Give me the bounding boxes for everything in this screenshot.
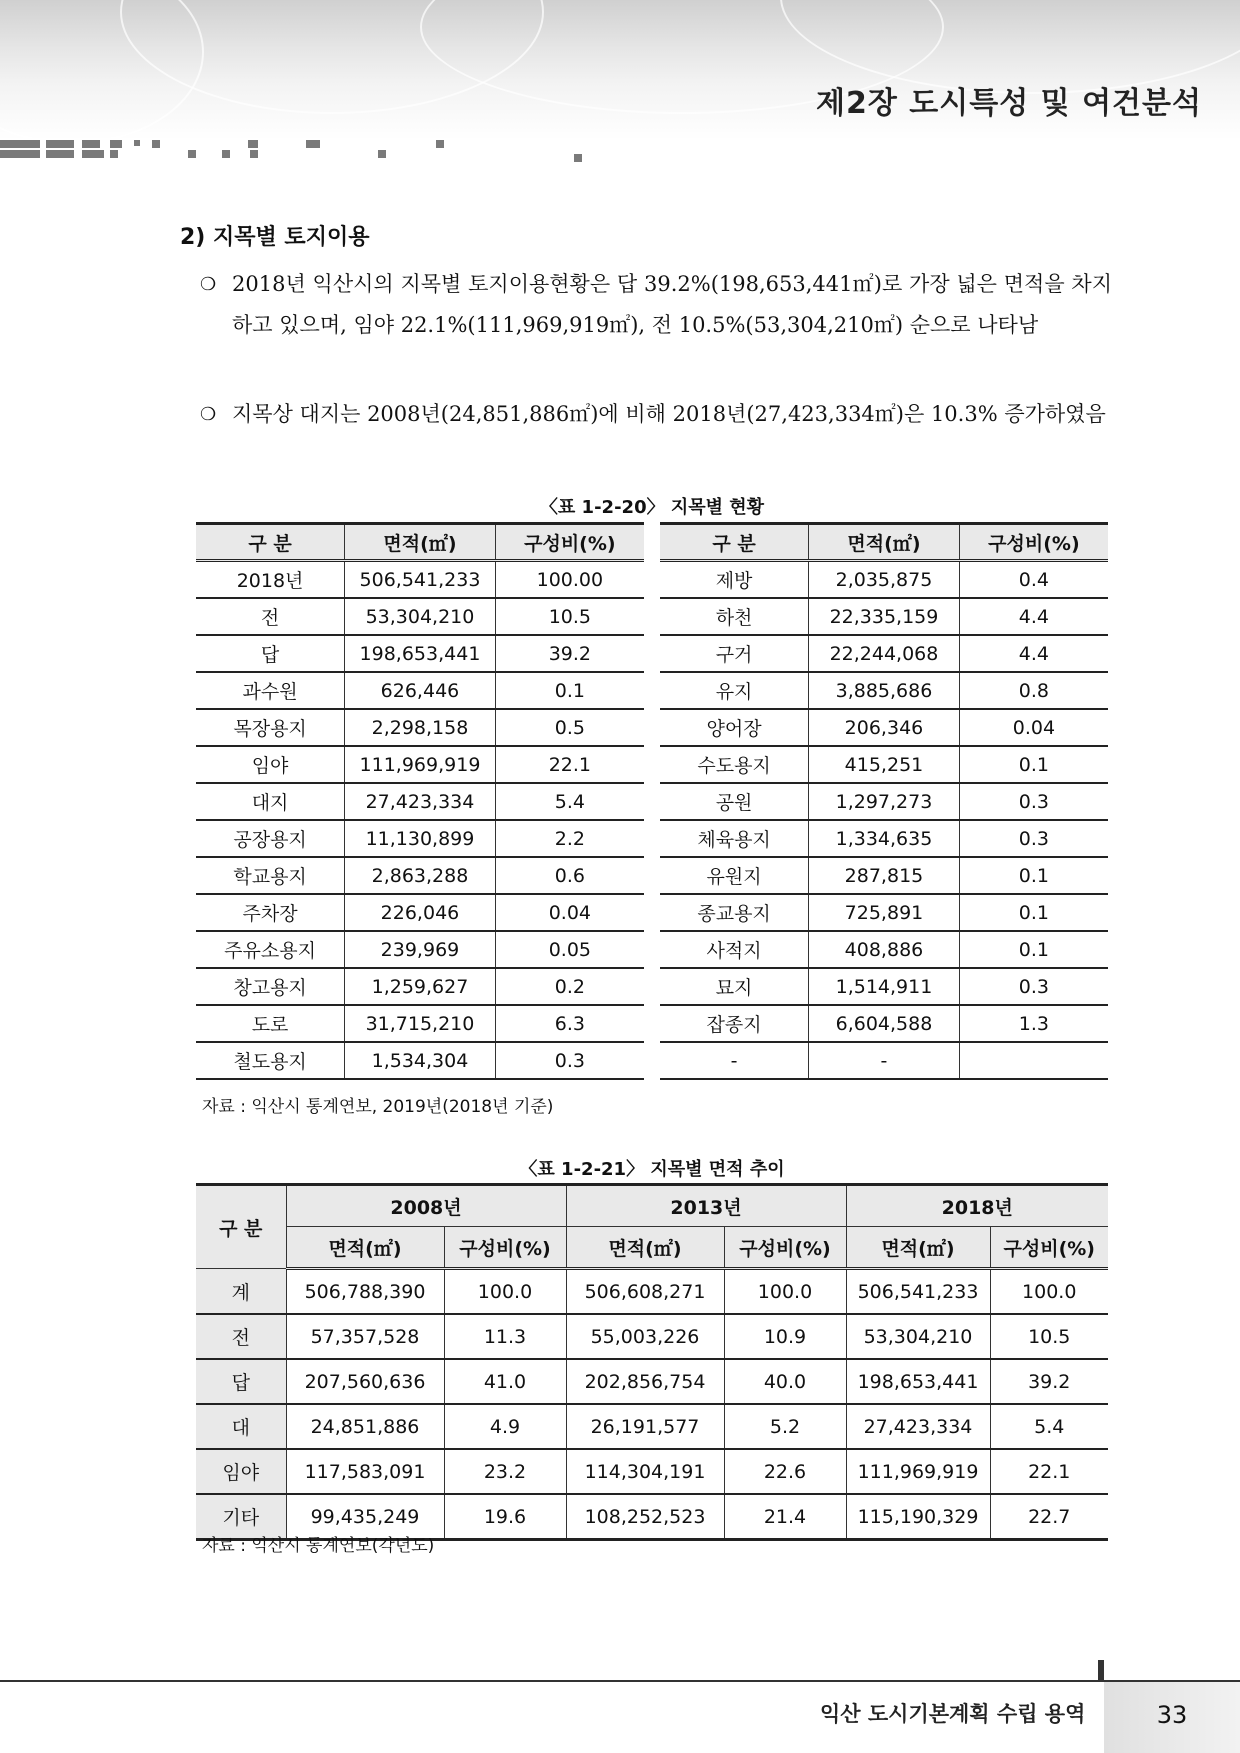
table1-cell: 0.1 xyxy=(959,746,1108,783)
table1-cell: 0.1 xyxy=(959,857,1108,894)
table2-subheader-cell: 구성비(%) xyxy=(724,1227,846,1269)
table1-cell: 0.1 xyxy=(959,931,1108,968)
table1-cell: 27,423,334 xyxy=(345,783,496,820)
table1-cell: 사적지 xyxy=(660,931,809,968)
table2-corner-cell: 구 분 xyxy=(196,1185,286,1269)
table1-cell: 0.3 xyxy=(959,820,1108,857)
table2-cell: 202,856,754 xyxy=(566,1359,724,1404)
table1-cell: 묘지 xyxy=(660,968,809,1005)
table2-cell: 22.6 xyxy=(724,1449,846,1494)
bullet-paragraph-1 xyxy=(200,264,1112,346)
table2-subheader-cell: 면적(㎡) xyxy=(286,1227,444,1269)
table1-cell: 0.4 xyxy=(959,561,1108,599)
table1-cell: 유지 xyxy=(660,672,809,709)
table1-cell: 전 xyxy=(196,598,345,635)
table2-cell: 115,190,329 xyxy=(846,1494,990,1540)
bullet-paragraph-2 xyxy=(200,394,1112,435)
table1-cell: 22,244,068 xyxy=(809,635,960,672)
footer-divider xyxy=(0,1680,1240,1682)
table1-caption: 〈표 1-2-20〉 지목별 현황 xyxy=(539,497,765,518)
table2-cell: 41.0 xyxy=(444,1359,566,1404)
table1-header-cell: 구 분 xyxy=(660,524,809,561)
table-row xyxy=(196,1449,1108,1494)
table1-cell: 답 xyxy=(196,635,345,672)
table1-cell: 0.1 xyxy=(495,672,644,709)
table1-cell: 수도용지 xyxy=(660,746,809,783)
table2-source: 자료 : 익산시 통계연보(각년도) xyxy=(202,1536,435,1556)
table1-cell: 100.00 xyxy=(495,561,644,599)
table1-cell: 626,446 xyxy=(345,672,496,709)
table2-cell: 24,851,886 xyxy=(286,1404,444,1449)
section-title: 2) 지목별 토지이용 xyxy=(180,225,370,250)
table1-cell: 2,863,288 xyxy=(345,857,496,894)
table2-cell: 19.6 xyxy=(444,1494,566,1540)
table2-area-trend xyxy=(196,1183,1108,1541)
footer-divider-tick xyxy=(1098,1660,1104,1682)
bullet-text-2: 지목상 대지는 2008년(24,851,886㎡)에 비해 2018년(27,423,334㎡)은 10.3% 증가하였음 xyxy=(232,402,1106,426)
table-row xyxy=(196,598,1108,635)
table1-cell: 198,653,441 xyxy=(345,635,496,672)
table1-cell: 4.4 xyxy=(959,598,1108,635)
table2-cell: 108,252,523 xyxy=(566,1494,724,1540)
table-row xyxy=(196,1042,1108,1079)
table1-header-cell: 구성비(%) xyxy=(959,524,1108,561)
table1-cell: 6.3 xyxy=(495,1005,644,1042)
table-row xyxy=(196,1359,1108,1404)
table1-header-cell: 구 분 xyxy=(196,524,345,561)
table1-cell: 239,969 xyxy=(345,931,496,968)
table1-cell: 대지 xyxy=(196,783,345,820)
table1-cell: 1.3 xyxy=(959,1005,1108,1042)
table-row xyxy=(196,561,1108,599)
table1-header-row xyxy=(196,524,1108,561)
table1-cell: 0.2 xyxy=(495,968,644,1005)
table1-cell: 주유소용지 xyxy=(196,931,345,968)
table1-cell: 도로 xyxy=(196,1005,345,1042)
table1-cell: 0.05 xyxy=(495,931,644,968)
table1-cell: 0.1 xyxy=(959,894,1108,931)
table2-cell: 198,653,441 xyxy=(846,1359,990,1404)
table-row xyxy=(196,709,1108,746)
table1-cell: - xyxy=(660,1042,809,1079)
table2-cell: 10.5 xyxy=(990,1314,1108,1359)
table1-cell: 제방 xyxy=(660,561,809,599)
chapter-title: 제2장 도시특성 및 여건분석 xyxy=(816,86,1202,121)
table2-cell: 39.2 xyxy=(990,1359,1108,1404)
table1-cell: 체육용지 xyxy=(660,820,809,857)
table1-cell: 53,304,210 xyxy=(345,598,496,635)
table1-cell: 창고용지 xyxy=(196,968,345,1005)
table2-cell: 100.0 xyxy=(444,1269,566,1315)
table1-cell: 0.8 xyxy=(959,672,1108,709)
table1-cell: 1,297,273 xyxy=(809,783,960,820)
table1-cell: 학교용지 xyxy=(196,857,345,894)
table1-cell: 주차장 xyxy=(196,894,345,931)
table2-year-cell: 2008년 xyxy=(286,1185,566,1227)
table-row xyxy=(196,931,1108,968)
table1-land-category-status xyxy=(196,522,1108,1080)
table2-cell: 100.0 xyxy=(990,1269,1108,1315)
table1-cell: 1,259,627 xyxy=(345,968,496,1005)
table1-cell: 공장용지 xyxy=(196,820,345,857)
table1-cell: 종교용지 xyxy=(660,894,809,931)
table1-cell: 1,514,911 xyxy=(809,968,960,1005)
table2-row-header: 답 xyxy=(196,1359,286,1404)
table2-cell: 506,541,233 xyxy=(846,1269,990,1315)
table2-cell: 57,357,528 xyxy=(286,1314,444,1359)
table1-cell xyxy=(959,1042,1108,1079)
table2-cell: 5.4 xyxy=(990,1404,1108,1449)
table-row xyxy=(196,968,1108,1005)
table2-cell: 55,003,226 xyxy=(566,1314,724,1359)
table2-caption: 〈표 1-2-21〉 지목별 면적 추이 xyxy=(519,1159,785,1180)
table-row xyxy=(196,672,1108,709)
bullet-circle-icon: ❍ xyxy=(200,274,217,295)
table2-cell: 21.4 xyxy=(724,1494,846,1540)
table1-cell: 4.4 xyxy=(959,635,1108,672)
table2-cell: 100.0 xyxy=(724,1269,846,1315)
table1-cell: 39.2 xyxy=(495,635,644,672)
table1-cell: 2018년 xyxy=(196,561,345,599)
table1-cell: 목장용지 xyxy=(196,709,345,746)
table1-cell: 31,715,210 xyxy=(345,1005,496,1042)
bullet-circle-icon: ❍ xyxy=(200,404,217,425)
table1-cell: 2.2 xyxy=(495,820,644,857)
table2-cell: 22.7 xyxy=(990,1494,1108,1540)
table1-cell: 0.6 xyxy=(495,857,644,894)
table2-cell: 27,423,334 xyxy=(846,1404,990,1449)
table2-subheader-cell: 면적(㎡) xyxy=(846,1227,990,1269)
table1-cell: 0.3 xyxy=(959,968,1108,1005)
table1-cell: 0.04 xyxy=(495,894,644,931)
table1-source: 자료 : 익산시 통계연보, 2019년(2018년 기준) xyxy=(202,1097,554,1117)
table1-cell: 226,046 xyxy=(345,894,496,931)
table1-cell: 506,541,233 xyxy=(345,561,496,599)
table2-cell: 207,560,636 xyxy=(286,1359,444,1404)
table2-cell: 99,435,249 xyxy=(286,1494,444,1540)
table2-cell: 40.0 xyxy=(724,1359,846,1404)
table1-cell: 415,251 xyxy=(809,746,960,783)
table1-cell: 철도용지 xyxy=(196,1042,345,1079)
table-row xyxy=(196,857,1108,894)
table-row xyxy=(196,1269,1108,1315)
table1-cell: 임야 xyxy=(196,746,345,783)
table1-cell: 구거 xyxy=(660,635,809,672)
table1-cell: 과수원 xyxy=(196,672,345,709)
table1-cell: 0.5 xyxy=(495,709,644,746)
footer-report-title: 익산 도시기본계획 수립 용역 xyxy=(820,1702,1086,1726)
page-number: 33 xyxy=(1104,1682,1240,1753)
table2-row-header: 임야 xyxy=(196,1449,286,1494)
table2-cell: 23.2 xyxy=(444,1449,566,1494)
table2-cell: 111,969,919 xyxy=(846,1449,990,1494)
table-row xyxy=(196,1314,1108,1359)
table2-year-cell: 2018년 xyxy=(846,1185,1108,1227)
table2-row-header: 전 xyxy=(196,1314,286,1359)
table1-cell: - xyxy=(809,1042,960,1079)
table1-cell: 공원 xyxy=(660,783,809,820)
table1-cell: 양어장 xyxy=(660,709,809,746)
table1-cell: 잡종지 xyxy=(660,1005,809,1042)
table-row xyxy=(196,1404,1108,1449)
table1-header-cell: 면적(㎡) xyxy=(345,524,496,561)
table1-cell: 22,335,159 xyxy=(809,598,960,635)
bullet-text-1: 2018년 익산시의 지목별 토지이용현황은 답 39.2%(198,653,441㎡)로 가장 넓은 면적을 차지하고 있으며, 임야 22.1%(111,969,919㎡), 전 10.5%(53,304,210㎡) 순으로 나타남 xyxy=(232,272,1112,337)
table1-cell: 2,035,875 xyxy=(809,561,960,599)
table2-row-header: 대 xyxy=(196,1404,286,1449)
table2-cell: 11.3 xyxy=(444,1314,566,1359)
table2-cell: 4.9 xyxy=(444,1404,566,1449)
table1-cell: 3,885,686 xyxy=(809,672,960,709)
table2-cell: 53,304,210 xyxy=(846,1314,990,1359)
table1-cell: 유원지 xyxy=(660,857,809,894)
table2-year-row xyxy=(196,1185,1108,1227)
table1-cell: 2,298,158 xyxy=(345,709,496,746)
table1-cell: 0.04 xyxy=(959,709,1108,746)
table1-cell: 408,886 xyxy=(809,931,960,968)
table2-cell: 22.1 xyxy=(990,1449,1108,1494)
table1-cell: 206,346 xyxy=(809,709,960,746)
table2-cell: 114,304,191 xyxy=(566,1449,724,1494)
table1-cell: 1,534,304 xyxy=(345,1042,496,1079)
table1-cell: 하천 xyxy=(660,598,809,635)
table2-cell: 5.2 xyxy=(724,1404,846,1449)
table2-cell: 10.9 xyxy=(724,1314,846,1359)
table2-subheader-cell: 면적(㎡) xyxy=(566,1227,724,1269)
table1-header-cell: 구성비(%) xyxy=(495,524,644,561)
table1-cell: 5.4 xyxy=(495,783,644,820)
table1-cell: 6,604,588 xyxy=(809,1005,960,1042)
table2-year-cell: 2013년 xyxy=(566,1185,846,1227)
table1-cell: 0.3 xyxy=(495,1042,644,1079)
table-row xyxy=(196,820,1108,857)
table2-cell: 506,608,271 xyxy=(566,1269,724,1315)
table-row xyxy=(196,1005,1108,1042)
table2-cell: 26,191,577 xyxy=(566,1404,724,1449)
table2-subheader-row xyxy=(196,1227,1108,1269)
table2-cell: 117,583,091 xyxy=(286,1449,444,1494)
header-pixel-pattern xyxy=(0,136,620,164)
table1-cell: 0.3 xyxy=(959,783,1108,820)
table1-header-cell: 면적(㎡) xyxy=(809,524,960,561)
table-row xyxy=(196,783,1108,820)
table1-cell: 22.1 xyxy=(495,746,644,783)
table-row xyxy=(196,635,1108,672)
table1-cell: 111,969,919 xyxy=(345,746,496,783)
table-row xyxy=(196,894,1108,931)
table-row xyxy=(196,746,1108,783)
table2-row-header: 계 xyxy=(196,1269,286,1315)
table2-subheader-cell: 구성비(%) xyxy=(990,1227,1108,1269)
table2-subheader-cell: 구성비(%) xyxy=(444,1227,566,1269)
table1-cell: 1,334,635 xyxy=(809,820,960,857)
table1-cell: 725,891 xyxy=(809,894,960,931)
table1-cell: 11,130,899 xyxy=(345,820,496,857)
table2-row-header: 기타 xyxy=(196,1494,286,1540)
table1-cell: 287,815 xyxy=(809,857,960,894)
table1-cell: 10.5 xyxy=(495,598,644,635)
table2-cell: 506,788,390 xyxy=(286,1269,444,1315)
